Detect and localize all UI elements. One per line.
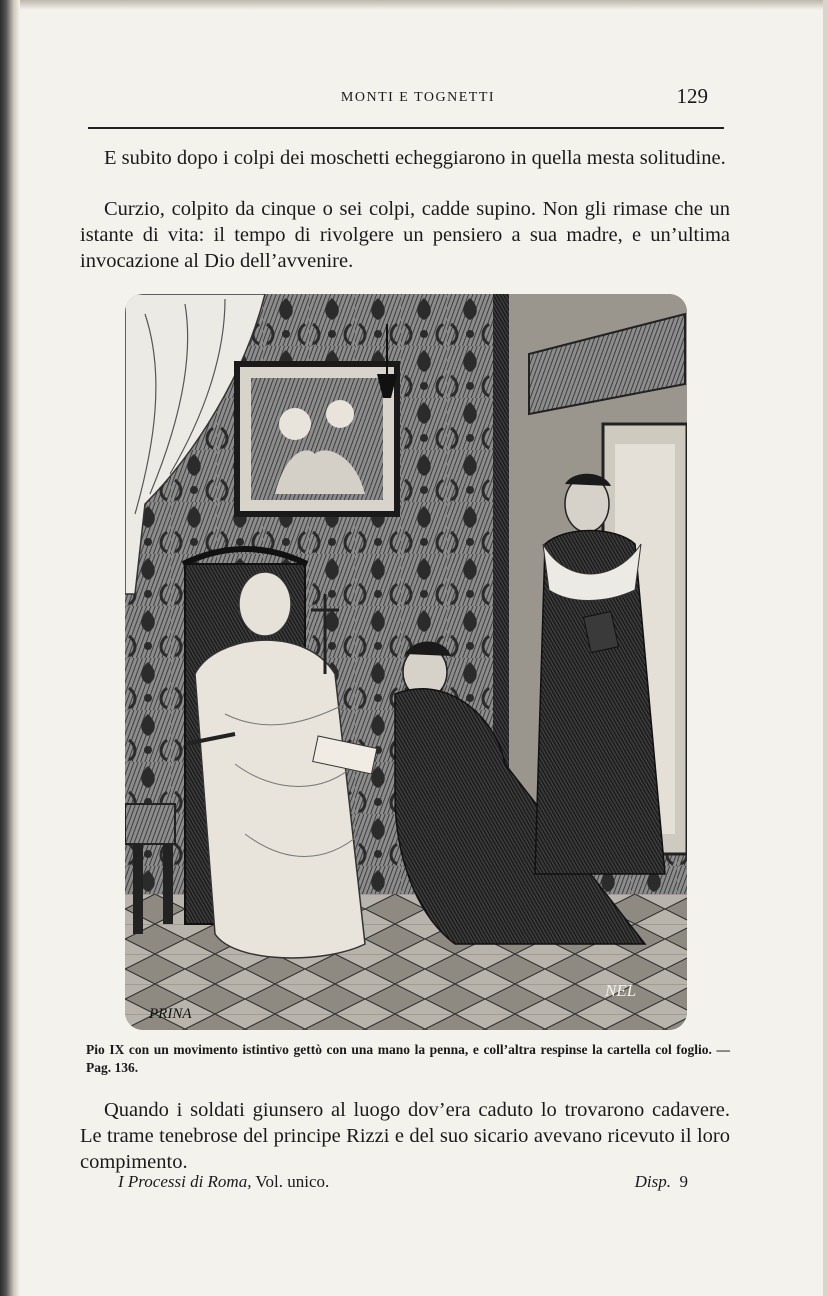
engraver-signature-right: NEL <box>605 981 637 1000</box>
binding-edge <box>0 0 20 1296</box>
paragraph-2: Curzio, colpito da cinque o sei colpi, cadde supino. Non gli rimase che un istante di vita: il tempo di rivolgere un pensiero a sua madre, e un’ultima invocazione al Dio dell’avvenire. <box>80 198 730 272</box>
engraving-drawing <box>125 294 687 1030</box>
footer-signature <box>635 1172 688 1192</box>
running-head <box>88 84 724 114</box>
footer-book-reference <box>118 1172 329 1192</box>
paragraph-1: E subito dopo i colpi dei moschetti echeggiarono in quella mesta solitudine. <box>104 147 726 169</box>
signature-label: Disp. <box>634 1172 671 1191</box>
running-title: MONTI E TOGNETTI <box>340 90 496 105</box>
header-rule <box>88 127 724 129</box>
page-top-edge <box>0 0 827 10</box>
engraving-illustration <box>125 294 687 1030</box>
page-right-edge <box>823 0 827 1296</box>
book-title: I Processi di Roma, <box>118 1172 252 1191</box>
illustration-caption: Pio IX con un movimento istintivo gettò con una mano la penna, e coll’altra respinse la cartella col foglio. — Pag. 136. <box>86 1042 730 1075</box>
page-footer <box>118 1172 688 1196</box>
paragraph-3: Quando i soldati giunsero al luogo dov’era caduto lo trovarono cadavere. Le trame tenebrose del principe Rizzi e del suo sicario avevano ricevuto il loro compimento. <box>80 1099 730 1173</box>
signature-number: 9 <box>679 1172 688 1191</box>
engraver-signature-left: PRINA <box>149 1006 192 1022</box>
page-number: 129 <box>676 84 708 108</box>
volume-note: Vol. unico. <box>255 1172 330 1191</box>
